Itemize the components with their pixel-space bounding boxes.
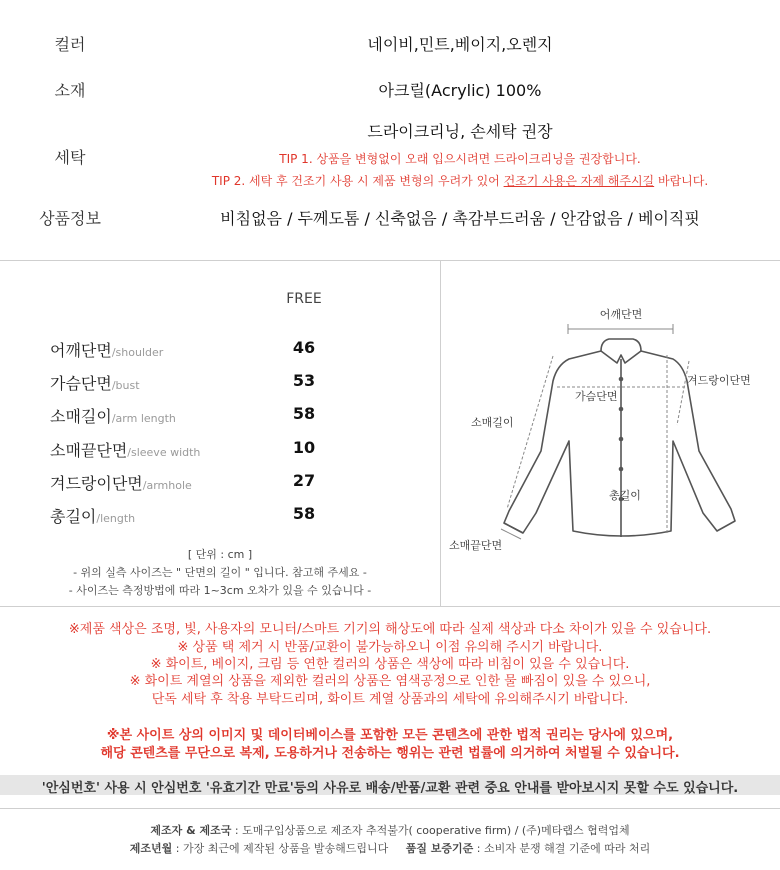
size-value-bust: 53 [292, 371, 316, 390]
size-en: /bust [111, 379, 140, 392]
legal-penalty: 해당 콘텐츠를 무단으로 복제, 도용하거나 전송하는 행위는 관련 법률에 의거하여 처벌될 수 있습니다. [100, 746, 680, 761]
manufacturer-value: : 도매구입상품으로 제조자 추적불가( cooperative firm) / (주)메타랩스 협력업체 [234, 824, 630, 837]
size-value-arm-length: 58 [292, 404, 316, 423]
size-note-section: - 위의 실측 사이즈는 " 단면의 길이 " 입니다. 참고해 주세요 - [73, 566, 367, 579]
size-unit-note: [ 단위 : cm ] [187, 548, 253, 561]
wash-tip-2-emphasis: 건조기 사용은 자제 해주시길 [503, 174, 655, 188]
size-label-length [50, 504, 135, 527]
manufacturer-line-1 [0, 822, 780, 838]
size-ko: 총길이 [50, 507, 97, 526]
value-product-info: 비침없음 / 두께도톰 / 신축없음 / 촉감부드러움 / 안감없음 / 베이직핏 [220, 209, 700, 228]
quality-label: 품질 보증기준 [405, 842, 474, 855]
size-en: /sleeve width [127, 446, 201, 459]
divider-notice [0, 606, 780, 607]
value-material: 아크릴(Acrylic) 100% [378, 81, 542, 100]
size-column-header: FREE [286, 291, 322, 307]
divider-footer [0, 808, 780, 809]
size-label-sleeve-width [50, 438, 200, 461]
diagram-label-shoulder: 어깨단면 [599, 308, 643, 321]
size-en: /arm length [111, 412, 176, 425]
size-value-length: 58 [292, 504, 316, 523]
legal-rights: ※본 사이트 상의 이미지 및 데이터베이스를 포함한 모든 콘텐츠에 관한 법적 권리는 당사에 있으며, [106, 728, 674, 743]
value-wash: 드라이크리닝, 손세탁 권장 [367, 122, 553, 141]
manufacture-date-label: 제조년월 [129, 842, 173, 855]
label-product-info: 상품정보 [39, 209, 101, 228]
label-material: 소재 [54, 81, 86, 100]
wash-tip-2-text: TIP 2. 세탁 후 건조기 사용 시 제품 변형의 우려가 있어 [211, 174, 504, 188]
size-label-shoulder [50, 338, 163, 361]
manufacture-date-value: : 가장 최근에 제작된 상품을 발송해드립니다 [175, 842, 389, 855]
diagram-label-sleeve-width: 소매끝단면 [449, 539, 503, 552]
diagram-label-armhole: 겨드랑이단면 [687, 374, 751, 387]
notice-dye: ※ 화이트 계열의 상품을 제외한 컬러의 상품은 염색공정으로 인한 물 빠짐이 있을 수 있으니, [129, 674, 651, 689]
size-label-bust [50, 371, 140, 394]
wash-tip-2-end: 바랍니다. [654, 174, 709, 188]
shirt-measurement-diagram [441, 261, 780, 606]
diagram-label-sleeve-length: 소매길이 [471, 416, 514, 429]
notice-tag: ※ 상품 택 제거 시 반품/교환이 불가능하오니 이점 유의해 주시기 바랍니다. [177, 640, 603, 655]
size-label-arm-length [50, 404, 176, 427]
size-value-shoulder: 46 [292, 338, 316, 357]
safe-number-notice: '안심번호' 사용 시 안심번호 '유효기간 만료'등의 사유로 배송/반품/교환 관련 중요 안내를 받아보시지 못할 수도 있습니다. [41, 781, 739, 796]
size-ko: 소매길이 [50, 407, 112, 426]
size-en: /armhole [142, 479, 192, 492]
wash-tip-2 [140, 172, 780, 189]
size-value-armhole: 27 [292, 471, 316, 490]
notice-color: ※제품 색상은 조명, 빛, 사용자의 모니터/스마트 기기의 해상도에 따라 실제 색상과 다소 차이가 있을 수 있습니다. [68, 622, 712, 637]
size-ko: 어깨단면 [50, 341, 112, 360]
diagram-label-bust: 가슴단면 [575, 390, 618, 403]
manufacturer-label: 제조자 & 제조국 [150, 824, 232, 837]
quality-value: : 소비자 분쟁 해결 기준에 따라 처리 [476, 842, 651, 855]
manufacturer-line-2 [0, 840, 780, 856]
size-label-armhole [50, 471, 192, 494]
size-ko: 겨드랑이단면 [50, 474, 143, 493]
size-value-sleeve-width: 10 [292, 438, 316, 457]
size-ko: 소매끝단면 [50, 441, 128, 460]
wash-tip-1: TIP 1. 상품을 변형없이 오래 입으시려면 드라이크리닝을 권장합니다. [279, 152, 641, 166]
label-color: 컬러 [54, 35, 86, 54]
diagram-label-total-length: 총길이 [609, 489, 641, 502]
size-note-error: - 사이즈는 측정방법에 따라 1~3cm 오차가 있을 수 있습니다 - [68, 584, 372, 597]
notice-wash-separate: 단독 세탁 후 착용 부탁드리며, 화이트 계열 상품과의 세탁에 유의해주시기 바랍니다. [151, 692, 629, 707]
size-en: /length [96, 512, 136, 525]
value-color: 네이비,민트,베이지,오렌지 [367, 35, 553, 54]
notice-light-color: ※ 화이트, 베이지, 크림 등 연한 컬러의 상품은 색상에 따라 비침이 있을 수 있습니다. [150, 657, 630, 672]
size-en: /shoulder [111, 346, 164, 359]
size-ko: 가슴단면 [50, 374, 112, 393]
label-wash: 세탁 [54, 148, 86, 167]
